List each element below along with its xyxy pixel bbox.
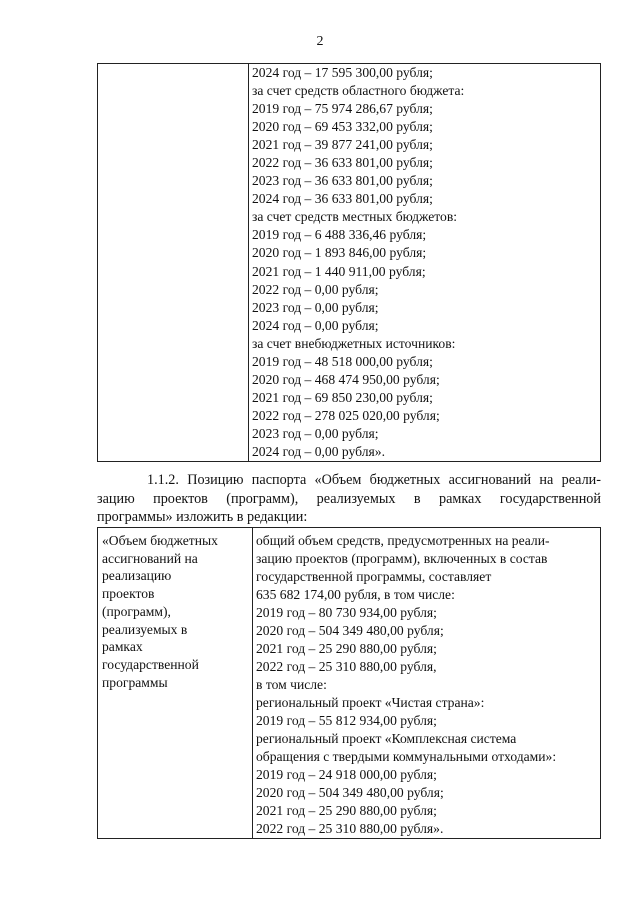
section-paragraph: [97, 471, 601, 527]
allocation-line: 2019 год – 80 730 934,00 рубля;: [256, 605, 437, 620]
table1-line: 2019 год – 75 974 286,67 рубля;: [252, 101, 433, 117]
table1-line: 2023 год – 36 633 801,00 рубля;: [252, 173, 433, 189]
table1-line: 2023 год – 0,00 рубля;: [252, 425, 379, 441]
label-line: реализуемых в: [102, 621, 188, 637]
allocation-line: региональный проект «Чистая страна»:: [256, 695, 485, 710]
allocation-line: общий объем средств, предусмотренных на реали-: [256, 533, 550, 548]
label-line: ассигнований на: [102, 550, 198, 566]
paragraph-line: программы» изложить в редакции:: [97, 509, 308, 525]
budget-allocation-table: [97, 527, 601, 839]
table1-line: 2022 год – 0,00 рубля;: [252, 281, 379, 297]
table1-line: 2021 год – 1 440 911,00 рубля;: [252, 263, 426, 279]
label-line: реализацию: [102, 568, 172, 584]
funding-table-continued: [97, 63, 601, 462]
label-line: государственной: [102, 656, 199, 672]
table1-line: 2019 год – 48 518 000,00 рубля;: [252, 353, 433, 369]
allocation-line: 2019 год – 55 812 934,00 рубля;: [256, 713, 437, 728]
allocation-line: региональный проект «Комплексная система: [256, 731, 517, 746]
paragraph-line: 1.1.2. Позицию паспорта «Объем бюджетных ассигнований на реали-: [147, 472, 601, 488]
allocation-line: 2022 год – 25 310 880,00 рубля,: [256, 659, 437, 674]
table1-line: 2024 год – 17 595 300,00 рубля;: [252, 65, 433, 80]
table1-line: 2020 год – 1 893 846,00 рубля;: [252, 245, 427, 261]
allocation-line: 2021 год – 25 290 880,00 рубля;: [256, 641, 437, 656]
label-line: программы: [102, 674, 168, 690]
allocation-line: обращения с твердыми коммунальными отходами»:: [256, 749, 557, 764]
allocation-line: 2020 год – 504 349 480,00 рубля;: [256, 623, 444, 638]
paragraph-line: зацию проектов (программ), реализуемых в рамках государственной: [97, 490, 601, 507]
table1-line: 2024 год – 36 633 801,00 рубля;: [252, 191, 433, 207]
allocation-line: 2021 год – 25 290 880,00 рубля;: [256, 803, 437, 818]
label-line: рамках: [102, 639, 143, 655]
label-cell-empty: [98, 64, 249, 462]
table1-line: 2021 год – 39 877 241,00 рубля;: [252, 137, 433, 153]
allocation-line: 2022 год – 25 310 880,00 рубля».: [256, 821, 444, 836]
label-line: «Объем бюджетных: [102, 533, 218, 548]
table1-line: 2020 год – 69 453 332,00 рубля;: [252, 119, 433, 135]
table1-line: 2022 год – 278 025 020,00 рубля;: [252, 407, 440, 423]
table1-line: 2022 год – 36 633 801,00 рубля;: [252, 155, 433, 171]
page-number: 2: [316, 34, 324, 49]
table1-line: за счет внебюджетных источников:: [252, 335, 456, 351]
table1-line: 2019 год – 6 488 336,46 рубля;: [252, 227, 427, 243]
allocation-line: 2020 год – 504 349 480,00 рубля;: [256, 785, 444, 800]
label-line: (программ),: [102, 603, 171, 619]
allocation-line: 635 682 174,00 рубля, в том числе:: [256, 587, 455, 602]
position-label-cell: [98, 528, 253, 839]
allocation-line: в том числе:: [256, 677, 327, 692]
table1-line: 2024 год – 0,00 рубля;: [252, 317, 379, 333]
table1-line: 2020 год – 468 474 950,00 рубля;: [252, 371, 440, 387]
funding-text-cell: [249, 64, 601, 462]
allocation-line: государственной программы, составляет: [256, 569, 492, 584]
table1-line: 2024 год – 0,00 рубля».: [252, 443, 385, 459]
allocation-text-cell: [253, 528, 601, 839]
table1-line: 2021 год – 69 850 230,00 рубля;: [252, 389, 433, 405]
table1-line: за счет средств местных бюджетов:: [252, 209, 458, 225]
table1-line: за счет средств областного бюджета:: [252, 83, 465, 99]
label-line: проектов: [102, 586, 155, 602]
table1-line: 2023 год – 0,00 рубля;: [252, 299, 379, 315]
allocation-line: 2019 год – 24 918 000,00 рубля;: [256, 767, 437, 782]
allocation-line: зацию проектов (программ), включенных в состав: [256, 551, 548, 566]
